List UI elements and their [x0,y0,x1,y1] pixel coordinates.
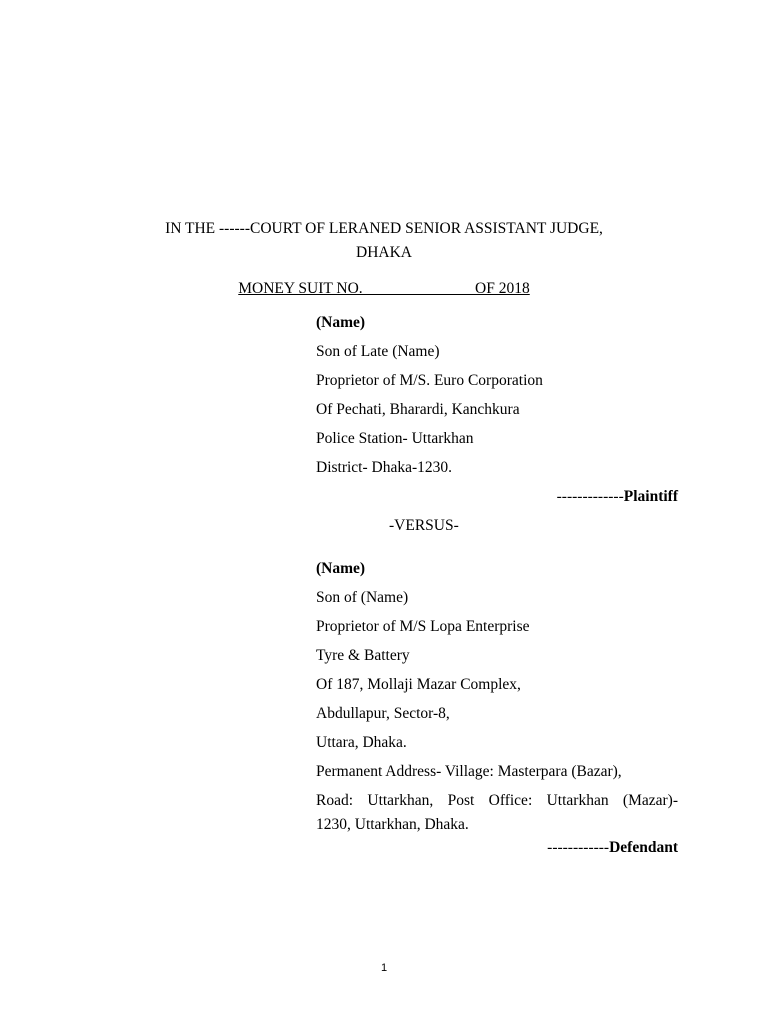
defendant-address-paragraph [316,793,678,832]
court-heading-line-1: IN THE ------COURT OF LERANED SENIOR ASSISTANT JUDGE, [165,220,603,237]
defendant-role [547,840,678,856]
plaintiff-line: District- Dhaka-1230. [316,459,453,476]
defendant-line: Permanent Address- Village: Masterpara (Bazar), [316,763,622,780]
defendant-address-line: Road: Uttarkhan, Post Office: Uttarkhan (Mazar)- [316,792,678,809]
defendant-line: Son of (Name) [316,589,409,606]
page-number: 1 [380,962,388,974]
suit-number-line: MONEY SUIT NO. ______________OF 2018 [238,280,530,297]
defendant-role-dashes: ------------ [547,839,610,856]
plaintiff-name: (Name) [316,314,366,331]
versus-label: -VERSUS- [389,517,459,534]
plaintiff-role-label: Plaintiff [623,488,678,505]
defendant-line: Uttara, Dhaka. [316,734,407,751]
court-heading-line-2: DHAKA [356,244,412,261]
plaintiff-line: Son of Late (Name) [316,343,440,360]
defendant-role-label: Defendant [609,839,678,856]
plaintiff-role [557,489,678,505]
defendant-line: Of 187, Mollaji Mazar Complex, [316,676,521,693]
defendant-name: (Name) [316,560,366,577]
plaintiff-line: Police Station- Uttarkhan [316,430,474,447]
plaintiff-role-dashes: ------------- [556,488,624,505]
defendant-line: Tyre & Battery [316,647,410,664]
defendant-address-line: 1230, Uttarkhan, Dhaka. [316,815,469,833]
defendant-line: Proprietor of M/S Lopa Enterprise [316,618,530,635]
plaintiff-line: Of Pechati, Bharardi, Kanchkura [316,401,520,418]
plaintiff-line: Proprietor of M/S. Euro Corporation [316,372,543,389]
defendant-line: Abdullapur, Sector-8, [316,705,450,722]
